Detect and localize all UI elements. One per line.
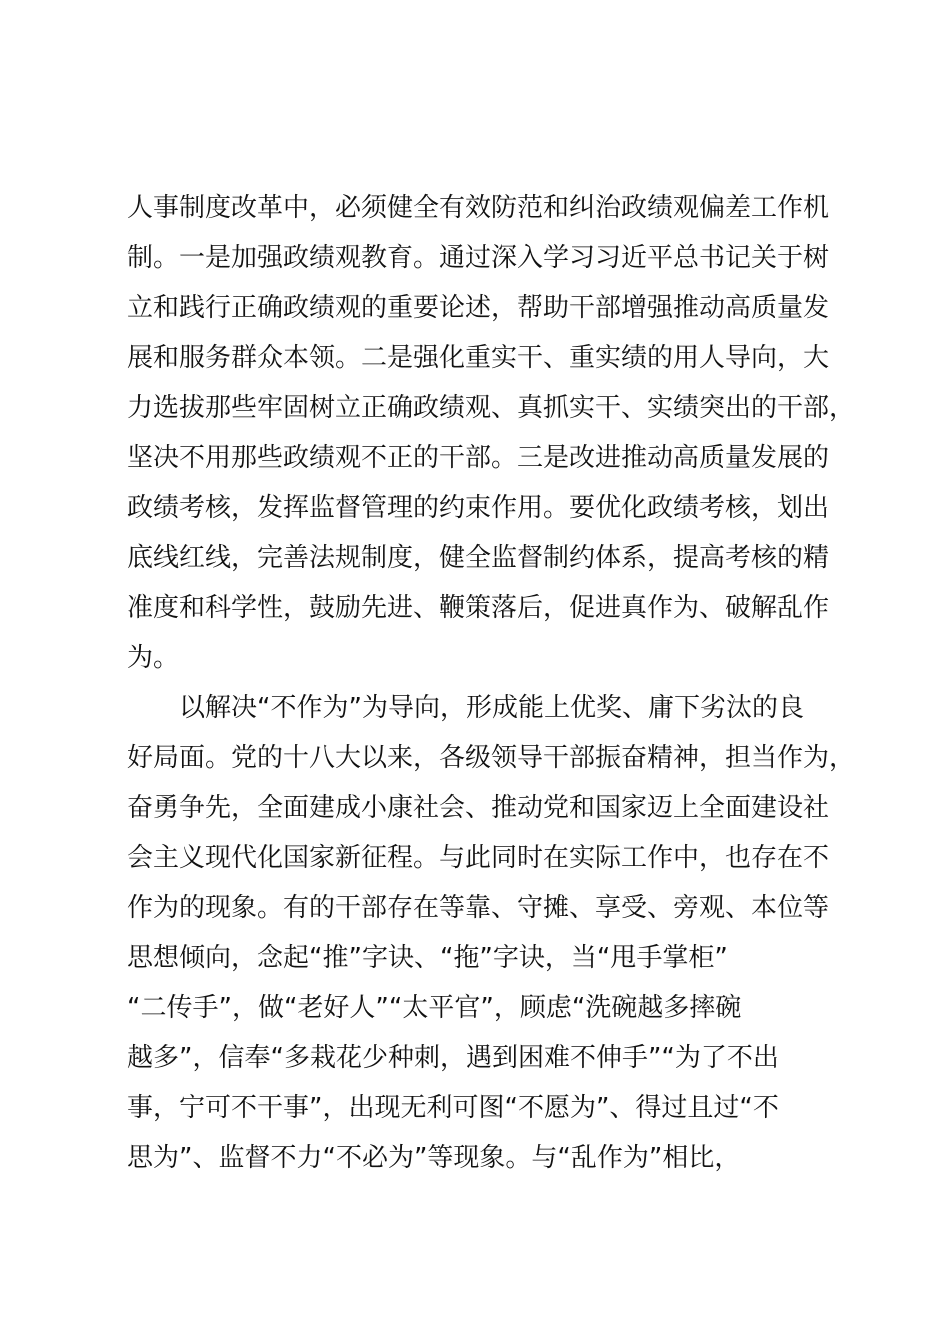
text-line: 为。 bbox=[127, 643, 180, 673]
text-line: 人事制度改革中，必须健全有效防范和纠治政绩观偏差工作机 bbox=[127, 193, 830, 223]
text-line: 政绩考核，发挥监督管理的约束作用。要优化政绩考核，划出 bbox=[127, 493, 830, 523]
text-line: 制。一是加强政绩观教育。通过深入学习习近平总书记关于树 bbox=[127, 243, 830, 273]
text-line: 思想倾向，念起“推”字诀、“拖”字诀，当“甩手掌柜” bbox=[127, 943, 728, 973]
text-line: 会主义现代化国家新征程。与此同时在实际工作中，也存在不 bbox=[127, 843, 830, 873]
text-line: 好局面。党的十八大以来，各级领导干部振奋精神，担当作为， bbox=[127, 743, 856, 773]
text-line: 事，宁可不干事”，出现无利可图“不愿为”、得过且过“不 bbox=[127, 1093, 779, 1123]
text-line: 力选拔那些牢固树立正确政绩观、真抓实干、实绩突出的干部， bbox=[127, 393, 856, 423]
text-line: 奋勇争先，全面建成小康社会、推动党和国家迈上全面建设社 bbox=[127, 793, 830, 823]
text-line: 坚决不用那些政绩观不正的干部。三是改进推动高质量发展的 bbox=[127, 443, 830, 473]
text-line: 越多”，信奉“多栽花少种刺，遇到困难不伸手”“为了不出 bbox=[127, 1043, 779, 1073]
text-line: 作为的现象。有的干部存在等靠、守摊、享受、旁观、本位等 bbox=[127, 893, 830, 923]
paragraph-first-line: 以解决“不作为”为导向，形成能上优奖、庸下劣汰的良 bbox=[179, 693, 804, 723]
body-text bbox=[127, 183, 856, 1183]
text-line: 立和践行正确政绩观的重要论述，帮助干部增强推动高质量发 bbox=[127, 293, 830, 323]
text-line: 准度和科学性，鼓励先进、鞭策落后，促进真作为、破解乱作 bbox=[127, 593, 830, 623]
text-line: 思为”、监督不力“不必为”等现象。与“乱作为”相比， bbox=[127, 1143, 741, 1173]
text-line: 展和服务群众本领。二是强化重实干、重实绩的用人导向，大 bbox=[127, 343, 830, 373]
text-line: “二传手”，做“老好人”“太平官”，顾虑“洗碗越多摔碗 bbox=[127, 993, 742, 1023]
text-line: 底线红线，完善法规制度，健全监督制约体系，提高考核的精 bbox=[127, 543, 830, 573]
